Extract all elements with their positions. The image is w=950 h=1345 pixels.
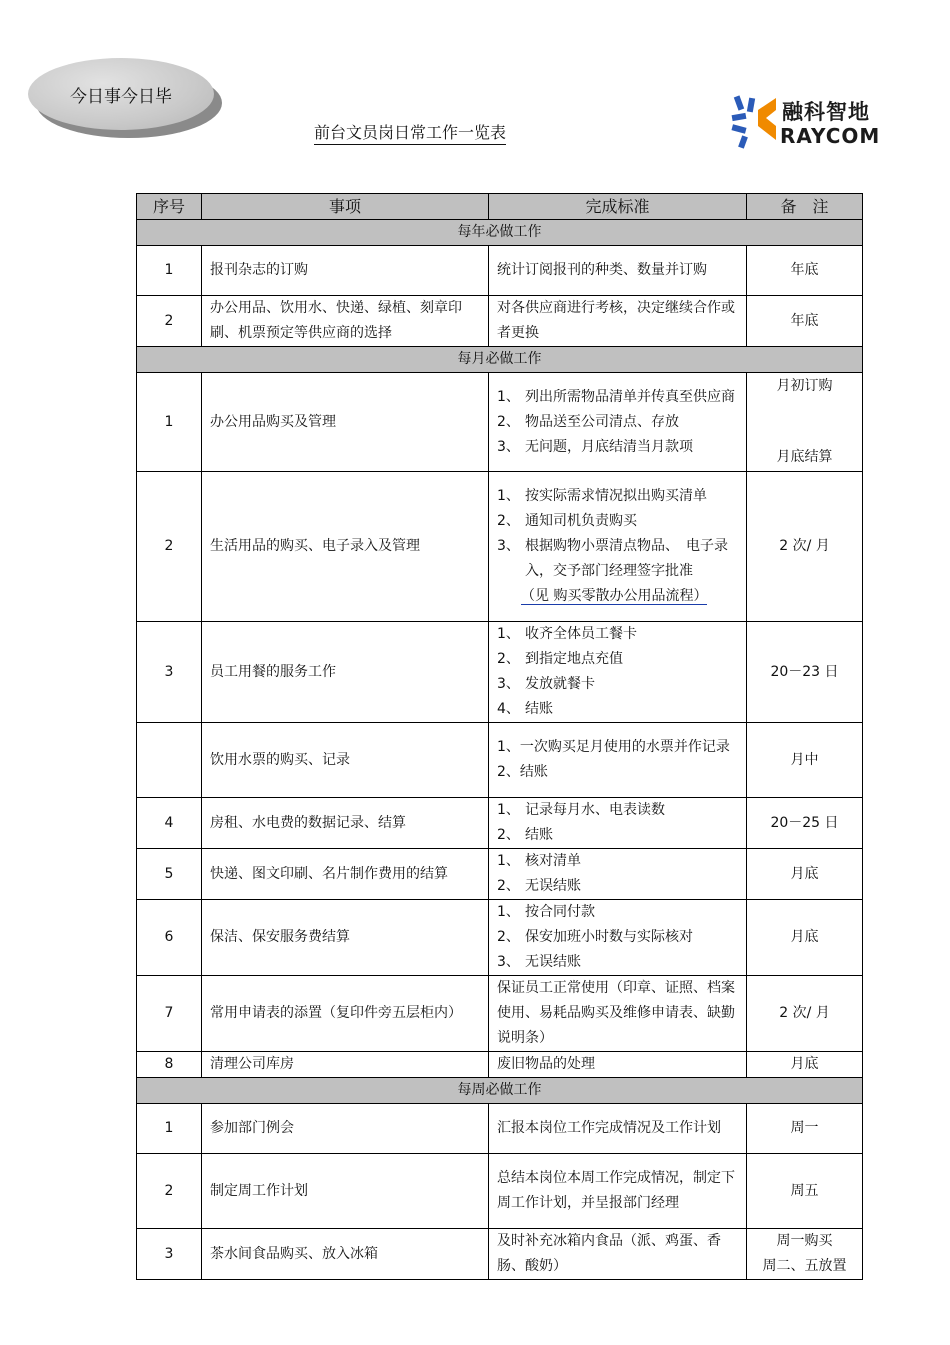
list-item: 1、 记录每月水、电表读数 (497, 802, 665, 818)
table-row (137, 849, 863, 900)
cell-note: 20－25 日 (747, 798, 863, 849)
cell-no: 3 (137, 1229, 202, 1280)
cell-no (137, 723, 202, 798)
motto-badge-label: 今日事今日毕 (28, 58, 214, 130)
table-row (137, 622, 863, 723)
cell-item: 办公用品、饮用水、快递、绿植、刻章印刷、机票预定等供应商的选择 (202, 296, 489, 347)
table-row (137, 373, 863, 472)
note-top: 月初订购 (776, 378, 833, 394)
list-item: 3、 发放就餐卡 (497, 676, 595, 692)
list-item: 1、 核对清单 (497, 853, 581, 869)
cell-note: 2 次/ 月 (747, 976, 863, 1052)
cell-note (747, 1229, 863, 1280)
header-item: 事项 (202, 194, 489, 220)
cell-note: 2 次/ 月 (747, 472, 863, 622)
cell-no: 1 (137, 1104, 202, 1154)
cell-standard: 保证员工正常使用（印章、证照、档案使用、易耗品购买及维修申请表、缺勤说明条） (489, 976, 747, 1052)
list-item: 2、 通知司机负责购买 (497, 513, 637, 529)
section-monthly: 每月必做工作 (137, 347, 863, 373)
table-row (137, 798, 863, 849)
cell-no: 4 (137, 798, 202, 849)
cell-item: 饮用水票的购买、记录 (202, 723, 489, 798)
table-row (137, 1104, 863, 1154)
cell-item: 保洁、保安服务费结算 (202, 900, 489, 976)
list-item: 3、 无问题，月底结清当月款项 (497, 438, 693, 455)
cell-standard (489, 472, 747, 622)
table-row (137, 976, 863, 1052)
list-item: 3、 根据购物小票清点物品、 电子录入，交予部门经理签字批准 (497, 538, 728, 579)
logo-text-en: RAYCOM (780, 124, 881, 148)
section-row (137, 1078, 863, 1104)
list-item: 3、 无误结账 (497, 954, 581, 970)
cell-note: 月底 (747, 1052, 863, 1078)
cell-standard (489, 622, 747, 723)
table-row (137, 472, 863, 622)
cell-no: 2 (137, 296, 202, 347)
note-line: 周一购买 (776, 1233, 833, 1249)
cell-standard: 总结本岗位本周工作完成情况，制定下周工作计划，并呈报部门经理 (489, 1154, 747, 1229)
cell-item: 办公用品购买及管理 (202, 373, 489, 472)
section-row (137, 220, 863, 246)
list-item: 1、 按合同付款 (497, 904, 595, 920)
cell-item: 报刊杂志的订购 (202, 246, 489, 296)
cell-item: 员工用餐的服务工作 (202, 622, 489, 723)
cell-note: 月底 (747, 849, 863, 900)
cell-no: 3 (137, 622, 202, 723)
cell-no: 1 (137, 373, 202, 472)
cell-standard: 汇报本岗位工作完成情况及工作计划 (489, 1104, 747, 1154)
logo-text-cn: 融科智地 (782, 100, 870, 124)
cell-note: 周五 (747, 1154, 863, 1229)
cell-no: 2 (137, 472, 202, 622)
cell-standard: 对各供应商进行考核，决定继续合作或者更换 (489, 296, 747, 347)
note-bottom: 月底结算 (776, 449, 833, 465)
table-row (137, 900, 863, 976)
cell-note: 年底 (747, 246, 863, 296)
cell-standard (489, 798, 747, 849)
list-item: 2、 保安加班小时数与实际核对 (497, 929, 693, 945)
raycom-logo-mark-icon (730, 94, 780, 152)
raycom-logo (730, 94, 892, 152)
cell-standard (489, 900, 747, 976)
cell-no: 8 (137, 1052, 202, 1078)
cell-item: 制定周工作计划 (202, 1154, 489, 1229)
cell-no: 6 (137, 900, 202, 976)
list-item: 1、 收齐全体员工餐卡 (497, 626, 637, 642)
table-row (137, 1229, 863, 1280)
cell-item: 茶水间食品购买、放入冰箱 (202, 1229, 489, 1280)
standard-line: 1、一次购买足月使用的水票并作记录 (497, 739, 730, 755)
note-line: 周二、五放置 (762, 1258, 847, 1274)
list-item: 2、 到指定地点充值 (497, 651, 623, 667)
cell-item: 房租、水电费的数据记录、结算 (202, 798, 489, 849)
cell-note: 20－23 日 (747, 622, 863, 723)
list-item: 2、 结账 (497, 827, 553, 843)
cell-item: 生活用品的购买、电子录入及管理 (202, 472, 489, 622)
cell-item: 快递、图文印刷、名片制作费用的结算 (202, 849, 489, 900)
cell-no: 5 (137, 849, 202, 900)
section-yearly: 每年必做工作 (137, 220, 863, 246)
table-row (137, 1154, 863, 1229)
table-row (137, 246, 863, 296)
table-row (137, 296, 863, 347)
table-header-row (137, 194, 863, 220)
list-item: 2、 无误结账 (497, 878, 581, 894)
daily-work-table (136, 193, 863, 1280)
cell-standard: 及时补充冰箱内食品（派、鸡蛋、香肠、酸奶） (489, 1229, 747, 1280)
section-row (137, 347, 863, 373)
cell-note: 年底 (747, 296, 863, 347)
header-note: 备 注 (747, 194, 863, 220)
cell-item: 清理公司库房 (202, 1052, 489, 1078)
motto-badge (28, 58, 224, 142)
cell-standard (489, 373, 747, 472)
table-row (137, 723, 863, 798)
list-item: 4、 结账 (497, 701, 553, 717)
document-title: 前台文员岗日常工作一览表 (314, 120, 506, 145)
table-row (137, 1052, 863, 1078)
cell-standard (489, 723, 747, 798)
cell-note: 月中 (747, 723, 863, 798)
cell-no: 1 (137, 246, 202, 296)
section-weekly: 每周必做工作 (137, 1078, 863, 1104)
cell-item: 参加部门例会 (202, 1104, 489, 1154)
cell-note: 月底 (747, 900, 863, 976)
cell-no: 7 (137, 976, 202, 1052)
header-standard: 完成标准 (489, 194, 747, 220)
cell-note (747, 373, 863, 472)
cell-note: 周一 (747, 1104, 863, 1154)
cell-item: 常用申请表的添置（复印件旁五层柜内） (202, 976, 489, 1052)
list-item: 1、 按实际需求情况拟出购买清单 (497, 488, 707, 504)
list-item: 2、 物品送至公司清点、存放 (497, 413, 679, 430)
cell-no: 2 (137, 1154, 202, 1229)
cell-standard: 统计订阅报刊的种类、数量并订购 (489, 246, 747, 296)
header-no: 序号 (137, 194, 202, 220)
standard-line: 2、结账 (497, 764, 548, 780)
list-item: 1、 列出所需物品清单并传真至供应商 (497, 388, 735, 405)
cell-standard (489, 849, 747, 900)
flow-reference-link[interactable]: （见 购买零散办公用品流程） (521, 588, 708, 604)
cell-standard: 废旧物品的处理 (489, 1052, 747, 1078)
